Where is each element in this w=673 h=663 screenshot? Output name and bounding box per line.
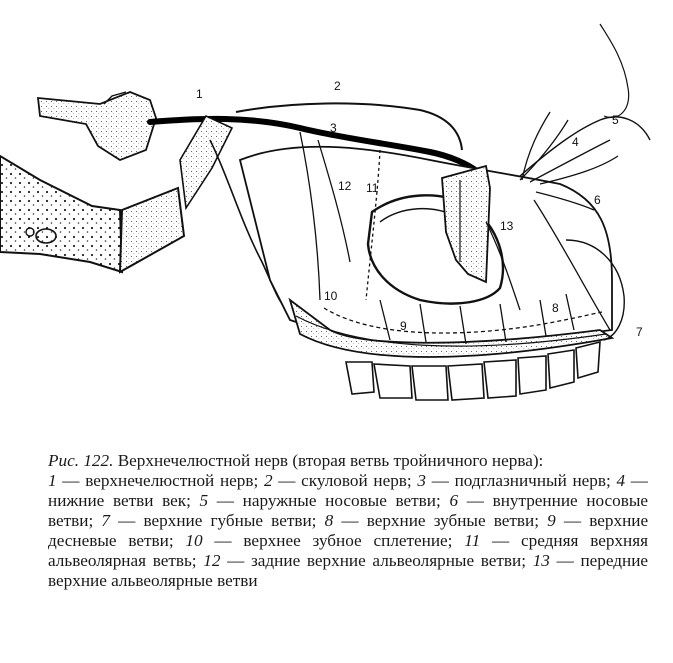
label-6: 6 bbox=[594, 193, 601, 207]
label-1: 1 bbox=[196, 87, 203, 101]
legend-dash: — bbox=[466, 491, 484, 510]
label-3: 3 bbox=[330, 121, 337, 135]
legend-dash: — bbox=[431, 471, 449, 490]
trigeminal-ganglion bbox=[38, 92, 156, 160]
legend-dash: — bbox=[556, 551, 574, 570]
legend-number: 7 bbox=[101, 511, 110, 530]
caption-legend bbox=[48, 471, 648, 591]
label-12: 12 bbox=[338, 179, 352, 193]
legend-dash: — bbox=[563, 511, 582, 530]
legend-text: верхние зубные ветви; bbox=[366, 511, 539, 530]
figure-caption bbox=[48, 451, 648, 591]
legend-text: верхнее зубное сплетение; bbox=[243, 531, 453, 550]
legend-dash: — bbox=[216, 491, 234, 510]
label-11: 11 bbox=[366, 181, 379, 195]
legend-dash: — bbox=[62, 471, 80, 490]
legend-dash: — bbox=[341, 511, 359, 530]
legend-dash: — bbox=[227, 551, 245, 570]
legend-number: 9 bbox=[547, 511, 556, 530]
legend-text: нижние ветви век; bbox=[48, 491, 191, 510]
legend-dash: — bbox=[118, 511, 136, 530]
legend-dash: — bbox=[214, 531, 232, 550]
legend-text: верхние десневые ветви; bbox=[48, 511, 649, 550]
legend-number: 3 bbox=[417, 471, 426, 490]
legend-number: 12 bbox=[203, 551, 221, 570]
legend-dash: — bbox=[630, 471, 648, 490]
legend-text: средняя верхняя альвеолярная ветвь; bbox=[48, 531, 649, 570]
label-9: 9 bbox=[400, 319, 407, 333]
legend-text: скуловой нерв; bbox=[301, 471, 412, 490]
legend-dash: — bbox=[278, 471, 296, 490]
label-13: 13 bbox=[500, 219, 514, 233]
legend-number: 10 bbox=[185, 531, 203, 550]
legend-number: 6 bbox=[449, 491, 459, 510]
legend-text: передние верхние альвеолярные ветви bbox=[48, 551, 649, 590]
legend-text: верхние губные ветви; bbox=[143, 511, 317, 530]
legend-number: 13 bbox=[532, 551, 550, 570]
legend-text: внутренние носовые ветви; bbox=[48, 491, 649, 530]
legend-text: верхнечелюстной нерв; bbox=[85, 471, 259, 490]
legend-number: 11 bbox=[464, 531, 481, 550]
label-10: 10 bbox=[324, 289, 338, 303]
label-5: 5 bbox=[612, 113, 619, 127]
cranial-base-bone bbox=[0, 156, 184, 272]
label-2: 2 bbox=[334, 79, 341, 93]
legend-dash: — bbox=[492, 531, 510, 550]
maxilla-body bbox=[240, 147, 612, 356]
figure-reference: Рис. 122. bbox=[48, 451, 114, 470]
legend-text: задние верхние альвеолярные ветви; bbox=[251, 551, 526, 570]
legend-number: 8 bbox=[324, 511, 334, 530]
legend-number: 1 bbox=[48, 471, 57, 490]
label-7: 7 bbox=[636, 325, 643, 339]
caption-heading bbox=[48, 451, 648, 471]
legend-number: 2 bbox=[263, 471, 273, 490]
label-8: 8 bbox=[552, 301, 559, 315]
legend-text: наружные носовые ветви; bbox=[242, 491, 441, 510]
legend-text: подглазничный нерв; bbox=[454, 471, 611, 490]
legend-number: 4 bbox=[616, 471, 626, 490]
caption-title: Верхнечелюстной нерв (вторая ветвь тройничного нерва): bbox=[117, 451, 544, 470]
legend-number: 5 bbox=[199, 491, 209, 510]
label-4: 4 bbox=[572, 135, 579, 149]
